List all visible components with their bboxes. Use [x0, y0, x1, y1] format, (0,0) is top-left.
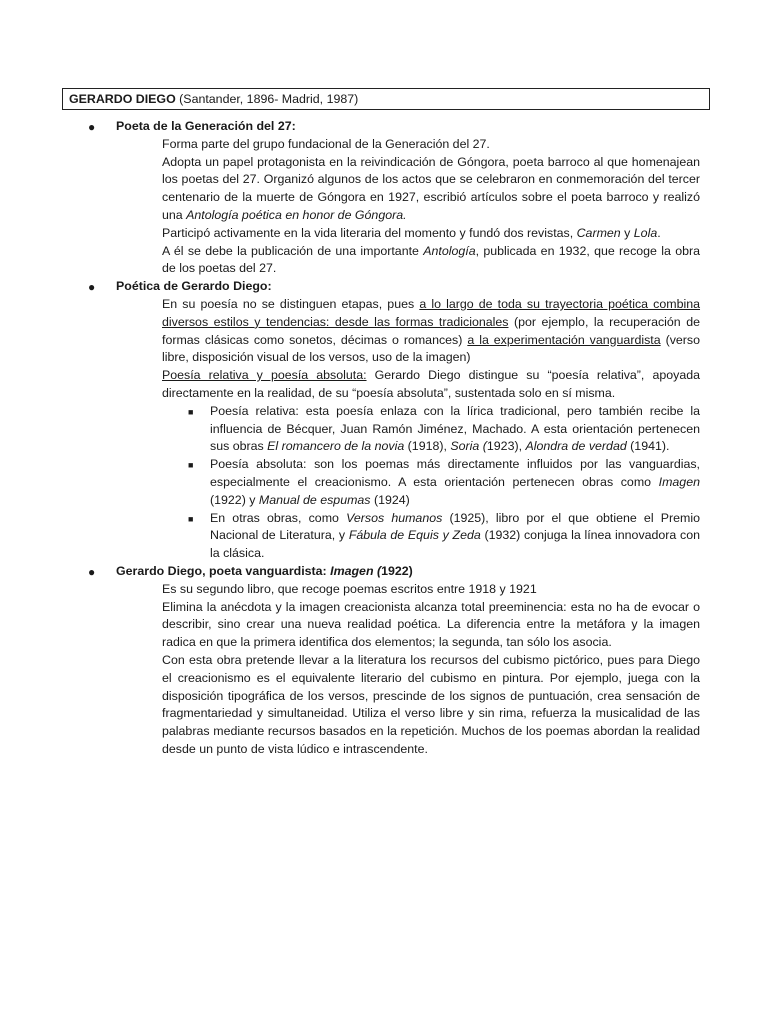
- sub-item-text: En otras obras, como Versos humanos (1925), libro por el que obtiene el Premio Nacional de Literatura, y Fábula de Equis y Zeda (1932) conjuga la línea innovadora con la clásica.: [210, 510, 701, 561]
- bullet-icon: ●: [88, 120, 96, 134]
- section-heading: Gerardo Diego, poeta vanguardista: Imagen (1922): [116, 563, 413, 578]
- section-poetica: [88, 278, 700, 563]
- sub-item-text: Poesía absoluta: son los poemas más directamente influidos por las vanguardias, especialmente el creacionismo. A esta orientación pertenecen obras como Imagen (1922) y Manual de espumas (1924): [210, 457, 700, 507]
- section-body: [116, 296, 700, 403]
- document-content: [88, 118, 700, 759]
- author-name: GERARDO DIEGO: [69, 92, 176, 106]
- paragraph: En su poesía no se distinguen etapas, pues a lo largo de toda su trayectoria poética combina diversos estilos y tendencias: desde las formas tradicionales (por ejemplo, la recuperación de formas clásicas como sonetos, décimas o romances) a la experimentación vanguardista (verso libre, disposición visual de los versos, uso de la imagen): [162, 296, 701, 365]
- sub-list-item: [116, 403, 700, 456]
- paragraph: Adopta un papel protagonista en la reivindicación de Góngora, poeta barroco al que homenajean los poetas del 27. Organizó algunos de los actos que se celebraron en conmemoración del tercer centenario de la muerte de Góngora en 1927, escribió artículos sobre el poeta barroco y realizó una Antología poética en honor de Góngora.: [162, 154, 700, 222]
- section-body: [116, 136, 700, 278]
- bullet-icon: ●: [88, 280, 96, 295]
- section-body: [116, 581, 700, 759]
- paragraph: Poesía relativa y poesía absoluta: Gerardo Diego distingue su “poesía relativa”, apoyada directamente en la realidad, de su “poesía absoluta”, sustentada solo en sí misma.: [162, 368, 700, 400]
- paragraph: Elimina la anécdota y la imagen creacionista alcanza total preeminencia: esta no ha de evocar o describir, sino crear una nueva realidad poética. La diferencia entre la metáfora y la imagen radica en que la primera identifica dos elementos; la segunda, tan sólo los asocia.: [162, 599, 700, 650]
- bullet-icon: ●: [88, 564, 96, 579]
- square-bullet-icon: ■: [188, 513, 194, 524]
- title-box: [62, 88, 710, 110]
- paragraph: A él se debe la publicación de una importante Antología, publicada en 1932, que recoge la obra de los poetas del 27.: [162, 243, 700, 276]
- sub-list-item: [116, 510, 700, 563]
- paragraph: Con esta obra pretende llevar a la literatura los recursos del cubismo pictórico, pues para Diego el creacionismo es el equivalente literario del cubismo en pintura. Por ejemplo, juega con la disposición tipográfica de los versos, prescinde de los signos de puntuación, crea sensación de fragmentariedad y simultaneidad. Utiliza el verso libre y sin rima, refuerza la musicalidad de las palabras mediante recursos basados en la repetición. Muchos de los poemas abordan la realidad desde un punto de vista lúdico e intrascendente.: [162, 652, 700, 756]
- section-heading: Poética de Gerardo Diego:: [116, 279, 272, 294]
- sub-list-item: [116, 456, 700, 509]
- paragraph: Participó activamente en la vida literaria del momento y fundó dos revistas, Carmen y Lola.: [162, 225, 661, 240]
- section-generacion: [88, 118, 700, 278]
- section-imagen: [88, 563, 700, 759]
- author-details: (Santander, 1896- Madrid, 1987): [179, 92, 359, 106]
- paragraph: Forma parte del grupo fundacional de la Generación del 27.: [162, 136, 490, 151]
- square-bullet-icon: ■: [188, 460, 194, 471]
- sub-item-text: Poesía relativa: esta poesía enlaza con la lírica tradicional, pero también recibe la influencia de Bécquer, Juan Ramón Jiménez, Machado. A esta orientación pertenecen sus obras El romancero de la novia (1918), Soria (1923), Alondra de verdad (1941).: [210, 403, 700, 454]
- paragraph: Es su segundo libro, que recoge poemas escritos entre 1918 y 1921: [162, 581, 537, 596]
- section-heading: Poeta de la Generación del 27:: [116, 119, 296, 133]
- square-bullet-icon: ■: [188, 406, 194, 417]
- sub-list: [116, 403, 700, 563]
